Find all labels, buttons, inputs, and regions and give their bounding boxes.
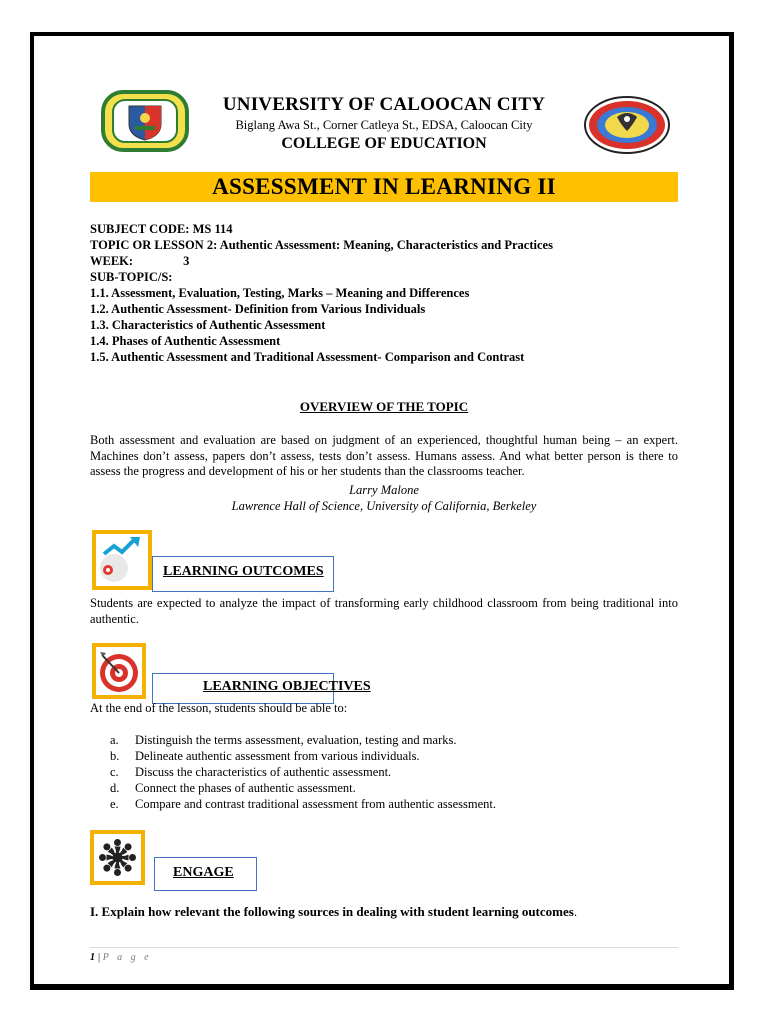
topic-line: TOPIC OR LESSON 2: Authentic Assessment: Meaning, Characteristics and Practices: [90, 238, 553, 252]
learning-outcomes-label: LEARNING OUTCOMES: [163, 564, 324, 579]
outcomes-paragraph: Students are expected to analyze the impact of transforming early childhood classroom from being traditional into authentic.: [90, 596, 678, 626]
objectives-list: [110, 732, 670, 812]
subject-code: SUBJECT CODE: MS 114: [90, 222, 233, 236]
engage-question: I. Explain how relevant the following sources in dealing with student learning outcomes.: [90, 904, 578, 919]
overview-title: OVERVIEW OF THE TOPIC: [299, 399, 469, 414]
growth-chart-gear-icon: [96, 534, 148, 586]
page-word: P a g e: [102, 952, 152, 963]
subtopic-item: 1.2. Authentic Assessment- Definition from Various Individuals: [90, 302, 426, 316]
list-item: b. Delineate authentic assessment from various individuals.: [110, 749, 420, 763]
engage-icon-frame: [90, 830, 145, 885]
list-item: c. Discuss the characteristics of authentic assessment.: [110, 765, 392, 779]
quote-author: Larry Malone: [349, 483, 419, 497]
list-item: e. Compare and contrast traditional assessment from authentic assessment.: [110, 797, 497, 811]
subtopics-label: SUB-TOPIC/S:: [90, 270, 173, 284]
overview-paragraph: Both assessment and evaluation are based on judgment of an experienced, thoughtful human being – an expert. Machines don’t assess, papers don’t assess, tests don’t assess. Humans assess. And what better person is there to assess the progress and development of his or her students than the classrooms teacher.: [90, 433, 678, 478]
week-label: WEEK:: [90, 254, 134, 268]
subtopic-item: 1.1. Assessment, Evaluation, Testing, Marks – Meaning and Differences: [90, 286, 470, 300]
list-item: a. Distinguish the terms assessment, evaluation, testing and marks.: [110, 733, 457, 747]
college-seal-logo: [582, 95, 672, 155]
list-item: d. Connect the phases of authentic assessment.: [110, 781, 356, 795]
college-name: COLLEGE OF EDUCATION: [281, 135, 487, 152]
course-title-banner: ASSESSMENT IN LEARNING II: [90, 172, 678, 202]
footer-divider: [90, 947, 678, 948]
lesson-meta: [90, 221, 690, 365]
people-circle-icon: [94, 834, 141, 881]
engage-label-box: [154, 857, 257, 891]
quote-affiliation: Lawrence Hall of Science, University of California, Berkeley: [231, 499, 537, 513]
learning-objectives-label-box: [152, 673, 371, 704]
page-footer: 1 | P a g e: [90, 952, 152, 963]
university-name: UNIVERSITY OF CALOOCAN CITY: [222, 94, 546, 115]
objectives-intro: At the end of the lesson, students should be able to:: [90, 701, 348, 715]
learning-outcomes-label-box: [152, 556, 334, 592]
engage-label: ENGAGE: [173, 865, 234, 880]
learning-objectives-label: LEARNING OBJECTIVES: [203, 679, 371, 694]
subtopic-item: 1.4. Phases of Authentic Assessment: [90, 334, 281, 348]
subtopic-item: 1.3. Characteristics of Authentic Assessment: [90, 318, 326, 332]
university-seal-logo: [99, 88, 191, 154]
week-value: 3: [183, 254, 190, 268]
page-number: 1: [90, 952, 95, 963]
target-dart-icon: [96, 647, 142, 695]
university-address: Biglang Awa St., Corner Catleya St., EDSA, Caloocan City: [235, 118, 533, 132]
outcomes-icon-frame: [92, 530, 152, 590]
subtopic-item: 1.5. Authentic Assessment and Traditional Assessment- Comparison and Contrast: [90, 350, 525, 364]
week-line: [90, 253, 690, 269]
objectives-icon-frame: [92, 643, 146, 699]
